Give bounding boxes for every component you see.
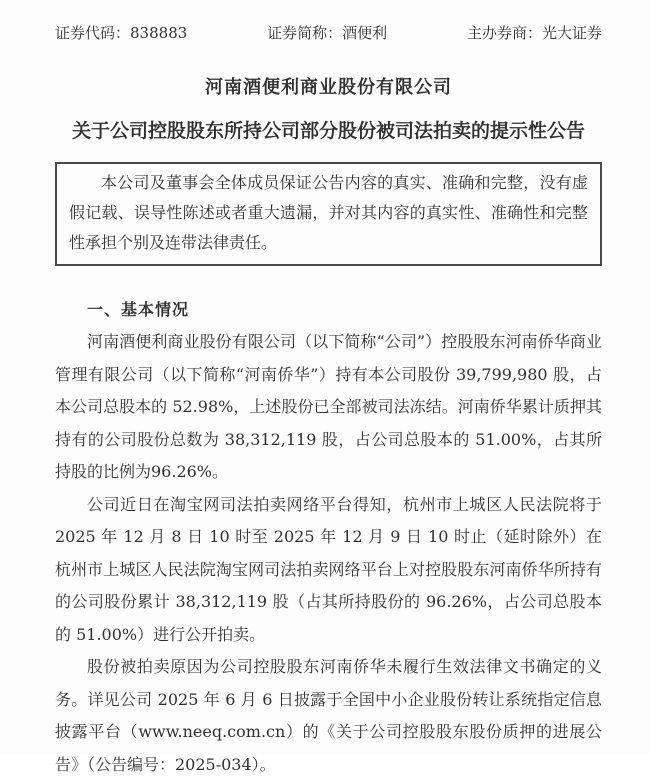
disclaimer-box [55,162,602,266]
stock-name-value: 酒便利 [342,24,388,42]
paragraph-auction-notice: 公司近日在淘宝网司法拍卖网络平台得知，杭州市上城区人民法院将于2025 年 12 月 8 日 10 时至 2025 年 12 月 9 日 10 时止（延时除外）在杭州市上城区人民法院淘宝网司法拍卖网络平台上对控股股东河南侨华所持有的公司股份累计 38,312,119 股（占其所持股份的 96.26%，占公司总股本的 51.00%）进行公开拍卖。 [55,494,602,644]
company-title: 河南酒便利商业股份有限公司 [205,77,452,98]
paragraph-shareholding-status: 河南酒便利商业股份有限公司（以下简称“公司”）控股股东河南侨华商业管理有限公司（以下简称“河南侨华”）持有本公司股份 39,799,980 股，占本公司总股本的 52.98%，上述股份已全部被司法冻结。河南侨华累计质押其持有的公司股份总数为 38,312,119 股，占公司总股本的 51.00%，占其所持股的比例为96.26%。 [55,332,602,481]
stock-name [267,22,387,44]
stock-code-value: 838883 [130,24,188,42]
section-heading-basic-info: 一、基本情况 [87,300,190,319]
sponsor-value: 光大证券 [541,24,602,42]
paragraph-auction-reason: 股份被拍卖原因为公司控股股东河南侨华未履行生效法律文书确定的义务。详见公司 2025 年 6 月 6 日披露于全国中小企业股份转让系统指定信息披露平台（www.neeq.com.cn）的《关于公司控股股东股份质押的进展公告》（公告编号：2025-034）。 [55,657,602,774]
disclaimer-text: 本公司及董事会全体成员保证公告内容的真实、准确和完整，没有虚假记载、误导性陈述或者重大遗漏，并对其内容的真实性、准确性和完整性承担个别及连带法律责任。 [69,173,588,252]
sponsor [467,22,602,44]
stock-code-label: 证券代码： [55,24,131,42]
announcement-title: 关于公司控股股东所持公司部分股份被司法拍卖的提示性公告 [71,120,585,142]
section-basic-info [55,293,602,781]
stock-code [55,22,187,44]
document-header [55,22,602,44]
sponsor-label: 主办券商： [466,24,542,42]
stock-name-label: 证券简称： [267,24,343,42]
